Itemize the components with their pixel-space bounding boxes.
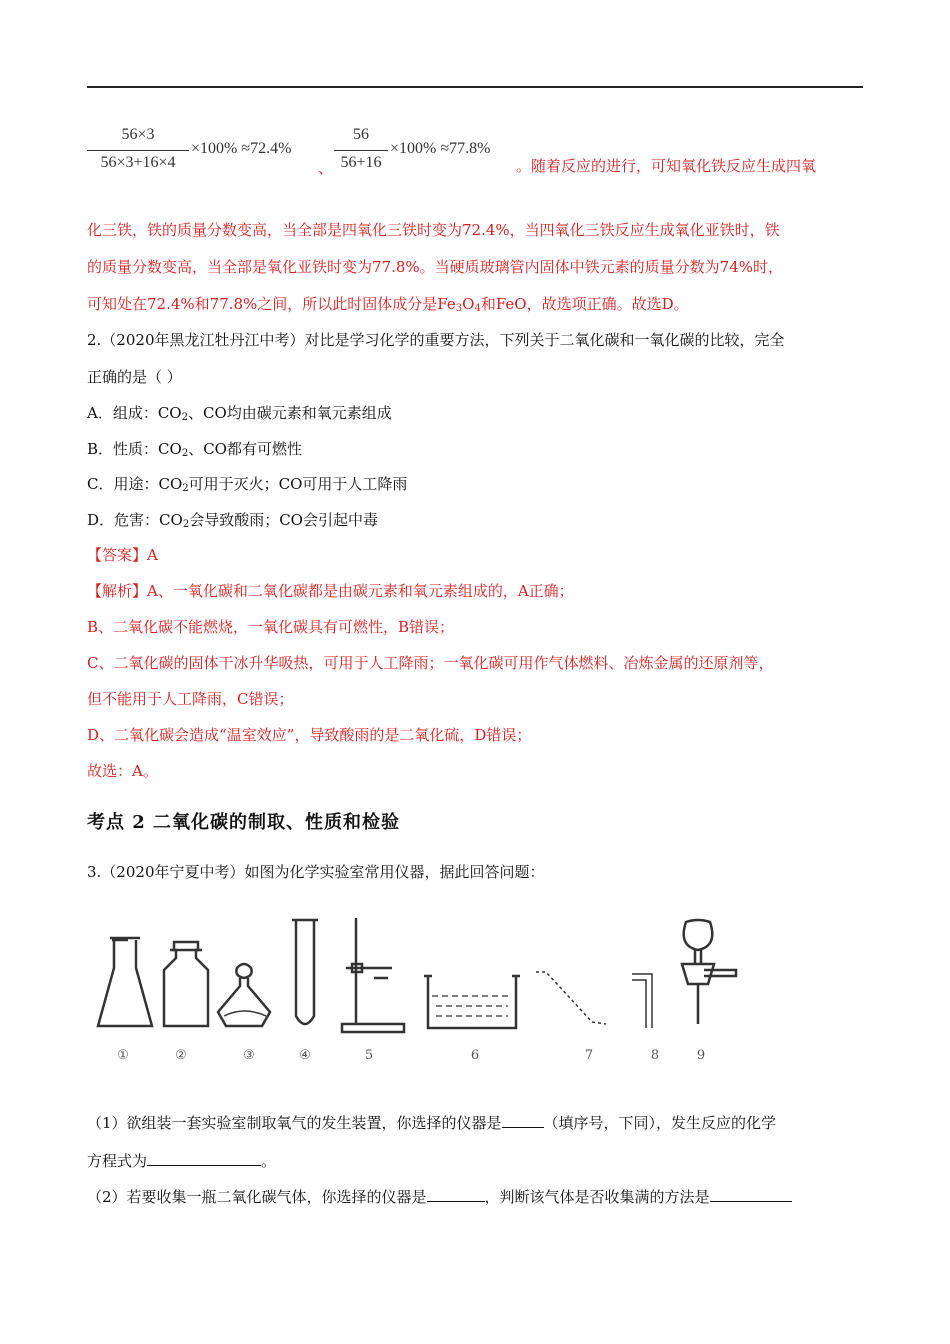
subscript-4: 4 xyxy=(474,303,481,314)
q3-part-1-text-b: （填序号，下同），发生反应的化学 xyxy=(543,1114,777,1132)
q2-stem-line-2: 正确的是（ ） xyxy=(87,368,182,386)
q3-part-2-line xyxy=(87,1186,792,1207)
q1-analysis-line-3 xyxy=(87,294,689,319)
answer-blank-2[interactable] xyxy=(147,1150,261,1166)
gas-jar-icon xyxy=(164,942,208,1026)
apparatus-label-9: 9 xyxy=(696,1048,706,1063)
q3-part-1-line-2 xyxy=(87,1150,276,1171)
lab-apparatus-figure xyxy=(92,912,772,1042)
alcohol-lamp-icon xyxy=(218,964,270,1026)
conical-flask-icon xyxy=(98,938,152,1026)
option-d-text: D．危害：CO xyxy=(87,511,183,529)
q2-stem-line-1: 2.（2020年黑龙江牡丹江中考）对比是学习化学的重要方法，下列关于二氧化碳和一氧化碳的比较，完全 xyxy=(87,331,785,349)
option-c-text: C．用途：CO xyxy=(87,475,183,493)
bent-glass-tube-icon xyxy=(536,972,606,1024)
apparatus-label-4: ④ xyxy=(299,1048,311,1063)
option-a-sub: 2 xyxy=(181,412,188,423)
fraction-1 xyxy=(87,126,327,176)
fraction-1-result: ×100% ≈72.4% xyxy=(191,140,292,157)
fraction-1-bar xyxy=(87,150,189,151)
separatory-funnel-icon xyxy=(682,920,736,1024)
q2-analysis-line-1: 【解析】A、一氧化碳和二氧化碳都是由碳元素和氧元素组成的，A正确； xyxy=(87,582,574,600)
apparatus-label-6: 6 xyxy=(470,1048,480,1063)
section-heading: 考点 2 二氧化碳的制取、性质和检验 xyxy=(87,812,401,833)
apparatus-label-7: 7 xyxy=(584,1048,594,1063)
q1-line3-part-c: 和FeO，故选项正确。故选D。 xyxy=(480,295,689,313)
answer-blank-4[interactable] xyxy=(710,1186,792,1202)
q2-answer: 【答案】A xyxy=(87,546,158,564)
q2-option-c xyxy=(87,474,407,499)
fraction-2-denominator: 56+16 xyxy=(340,154,382,171)
subscript-3: 3 xyxy=(455,303,463,314)
apparatus-label-8: 8 xyxy=(650,1048,660,1063)
option-a-rest: 、CO均由碳元素和氧元素组成 xyxy=(187,404,392,422)
option-b-sub: 2 xyxy=(181,448,189,459)
fraction-1-denominator: 56×3+16×4 xyxy=(100,154,176,171)
q3-part-1-line-1 xyxy=(87,1112,776,1133)
q2-option-d xyxy=(87,510,378,535)
fraction-2 xyxy=(334,126,534,176)
q2-analysis-line-4: 但不能用于人工降雨，C错误； xyxy=(87,690,294,708)
apparatus-label-5: 5 xyxy=(364,1048,374,1063)
formula-tail-text: 。随着反应的进行，可知氧化铁反应生成四氧 xyxy=(516,157,817,175)
q2-analysis-line-2: B、二氧化碳不能燃烧，一氧化碳具有可燃性，B错误； xyxy=(87,618,455,636)
l-shaped-tube-icon xyxy=(632,974,652,1028)
test-tube-icon xyxy=(292,920,318,1024)
q3-part-2-text-b: ，判断该气体是否收集满的方法是 xyxy=(484,1188,710,1206)
q1-analysis-line-1: 化三铁，铁的质量分数变高，当全部是四氧化三铁时变为72.4%，当四氧化三铁反应生成氧化亚铁时，铁 xyxy=(87,221,780,239)
q3-part-1-text-c: 方程式为 xyxy=(87,1152,148,1170)
option-b-text: B．性质：CO xyxy=(87,440,182,458)
q1-line3-part-a: 可知处在72.4%和77.8%之间，所以此时固体成分是Fe xyxy=(87,295,456,313)
fraction-2-result: ×100% ≈77.8% xyxy=(390,140,491,157)
header-rule xyxy=(87,86,863,88)
q2-analysis-line-6: 故选：A。 xyxy=(87,762,158,780)
option-a-text: A．组成：CO xyxy=(87,404,182,422)
answer-blank-1[interactable] xyxy=(502,1112,544,1128)
q2-option-a xyxy=(87,403,392,428)
answer-blank-3[interactable] xyxy=(427,1186,485,1202)
q3-part-2-text-a: （2）若要收集一瓶二氧化碳气体，你选择的仪器是 xyxy=(87,1188,427,1206)
water-trough-icon xyxy=(424,976,520,1028)
q3-part-1-text-a: （1）欲组装一套实验室制取氧气的发生装置，你选择的仪器是 xyxy=(87,1114,502,1132)
fraction-2-numerator: 56 xyxy=(353,126,369,143)
q3-stem: 3.（2020年宁夏中考）如图为化学实验室常用仪器，据此回答问题： xyxy=(87,863,545,881)
q2-analysis-line-5: D、二氧化碳会造成“温室效应”，导致酸雨的是二氧化硫，D错误； xyxy=(87,726,532,744)
q2-analysis-line-3: C、二氧化碳的固体干冰升华吸热，可用于人工降雨；一氧化碳可用作气体燃料、冶炼金属的还原剂等， xyxy=(87,654,774,672)
iron-stand-icon xyxy=(342,918,404,1032)
q1-analysis-line-2: 的质量分数变高，当全部是氧化亚铁时变为77.8%。当硬质玻璃管内固体中铁元素的质量分数为74%时， xyxy=(87,258,783,276)
fraction-2-bar xyxy=(334,150,388,151)
apparatus-label-1: ① xyxy=(117,1048,129,1063)
option-c-sub: 2 xyxy=(182,483,189,494)
formula-separator: 、 xyxy=(318,159,334,177)
apparatus-label-3: ③ xyxy=(243,1048,255,1063)
option-b-rest: 、CO都有可燃性 xyxy=(188,440,302,458)
q2-option-b xyxy=(87,439,302,464)
option-d-sub: 2 xyxy=(182,519,190,530)
q3-part-1-text-d: 。 xyxy=(261,1152,277,1170)
apparatus-label-2: ② xyxy=(175,1048,187,1063)
fraction-1-numerator: 56×3 xyxy=(121,126,155,143)
option-d-rest: 会导致酸雨；CO会引起中毒 xyxy=(189,511,378,529)
option-c-rest: 可用于灭火；CO可用于人工降雨 xyxy=(188,475,408,493)
q1-line3-part-b: O xyxy=(462,295,475,313)
